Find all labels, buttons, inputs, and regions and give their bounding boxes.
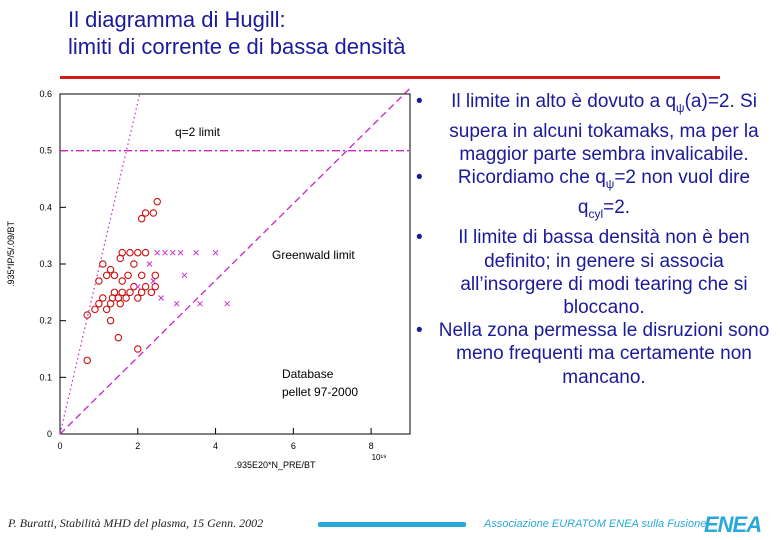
data-point-circle <box>84 357 90 363</box>
data-point-cross <box>174 301 179 306</box>
x-axis-exponent: 10¹⁹ <box>371 453 387 462</box>
data-point-cross <box>159 296 164 301</box>
data-point-circle <box>123 295 129 301</box>
data-point-circle <box>138 215 144 221</box>
data-point-circle <box>142 249 148 255</box>
bullet-item: • Il limite in alto è dovuto a $q_\psi(a)=2$. Si supera in alcuni tokamaks, ma per la maggior parte sembra invalicabile. <box>416 91 759 166</box>
data-point-circle <box>135 249 141 255</box>
y-tick-label: 0.3 <box>39 259 52 269</box>
x-tick-label: 4 <box>213 441 219 451</box>
y-tick-label: 0.1 <box>39 372 52 383</box>
data-point-circle <box>127 249 133 255</box>
data-point-circle <box>111 272 117 278</box>
data-point-circle <box>115 334 121 340</box>
data-point-circle <box>127 289 133 295</box>
y-tick-label: 0.2 <box>39 315 52 326</box>
plot-labels <box>175 125 394 404</box>
x-axis-label: .935E20*N_PRE/BT <box>234 460 316 470</box>
database-label-line2: pellet 97-2000 <box>282 385 359 399</box>
data-point-cross <box>135 284 140 289</box>
database-label-line1: Database <box>282 367 334 381</box>
data-point-cross <box>225 301 230 306</box>
bullet-item: • Nella zona permessa le disruzioni sono meno frequenti ma certamente non mancano. <box>416 320 770 388</box>
x-tick-label: 6 <box>290 441 296 451</box>
data-point-cross <box>198 301 203 306</box>
plot-axes <box>6 89 410 470</box>
data-point-cross <box>163 250 168 255</box>
title-line-2: limiti di corrente e di bassa densità <box>68 34 406 59</box>
title-line-1: Il diagramma di Hugill: <box>68 7 286 32</box>
slide-title <box>68 6 406 60</box>
data-point-cross <box>182 273 187 278</box>
data-point-cross <box>194 250 199 255</box>
enea-logo: ENEA <box>704 512 762 537</box>
data-point-circle <box>96 300 102 306</box>
footer-divider <box>318 522 466 527</box>
y-tick-label: 0 <box>46 429 52 439</box>
data-point-circle <box>100 261 106 267</box>
data-point-circle <box>84 312 90 318</box>
data-point-cross <box>178 250 183 255</box>
footer-association: Associazione EURATOM ENEA sulla Fusione <box>484 518 707 530</box>
footer-credit: P. Buratti, Stabilità MHD del plasma, 15 Genn. 2002 <box>8 516 264 530</box>
greenwald-limit-label: Greenwald limit <box>272 248 355 262</box>
data-point-circle <box>152 272 158 278</box>
data-point-circle <box>148 289 154 295</box>
y-tick-label: 0.5 <box>39 145 52 156</box>
bullet-item: • Ricordiamo che $q_\psi=2$ non vuol dire $q_{cyl}=2$. <box>416 167 751 222</box>
bullet-list <box>416 90 776 389</box>
data-point-circle <box>152 283 158 289</box>
data-point-cross <box>213 250 218 255</box>
data-point-circle <box>135 346 141 352</box>
data-point-circle <box>100 295 106 301</box>
y-tick-label: 0.4 <box>39 202 52 213</box>
hugill-diagram <box>0 82 420 482</box>
x-tick-label: 8 <box>368 441 374 451</box>
bullet-item: • Il limite di bassa densità non è ben definito; in genere si associa all’insorgere di modi tearing che si bloccano. <box>416 227 750 319</box>
data-point-circle <box>117 300 123 306</box>
data-point-circle <box>96 278 102 284</box>
data-point-circle <box>138 289 144 295</box>
data-point-cross <box>151 279 156 284</box>
data-point-circle <box>154 198 160 204</box>
y-tick-label: 0.6 <box>39 89 52 99</box>
y-axis-label: .935*IP/5/.09/BT <box>6 220 16 288</box>
data-point-circle <box>92 306 98 312</box>
data-point-circle <box>125 272 131 278</box>
data-point-circle <box>119 289 125 295</box>
data-point-circle <box>131 261 137 267</box>
data-point-cross <box>155 250 160 255</box>
data-point-circle <box>111 289 117 295</box>
x-tick-label: 2 <box>135 441 141 451</box>
data-point-cross <box>170 250 175 255</box>
data-point-circle <box>107 317 113 323</box>
data-point-circle <box>107 266 113 272</box>
x-tick-label: 0 <box>57 441 63 451</box>
data-point-cross <box>147 262 152 267</box>
data-point-circle <box>119 249 125 255</box>
data-point-circle <box>142 283 148 289</box>
data-point-circle <box>135 295 141 301</box>
data-point-circle <box>103 306 109 312</box>
data-point-circle <box>142 210 148 216</box>
title-rule <box>60 76 720 79</box>
data-point-circle <box>150 210 156 216</box>
data-point-circle <box>138 272 144 278</box>
q2-limit-label: q=2 limit <box>175 125 221 139</box>
data-point-circle <box>119 278 125 284</box>
data-point-circle <box>103 272 109 278</box>
